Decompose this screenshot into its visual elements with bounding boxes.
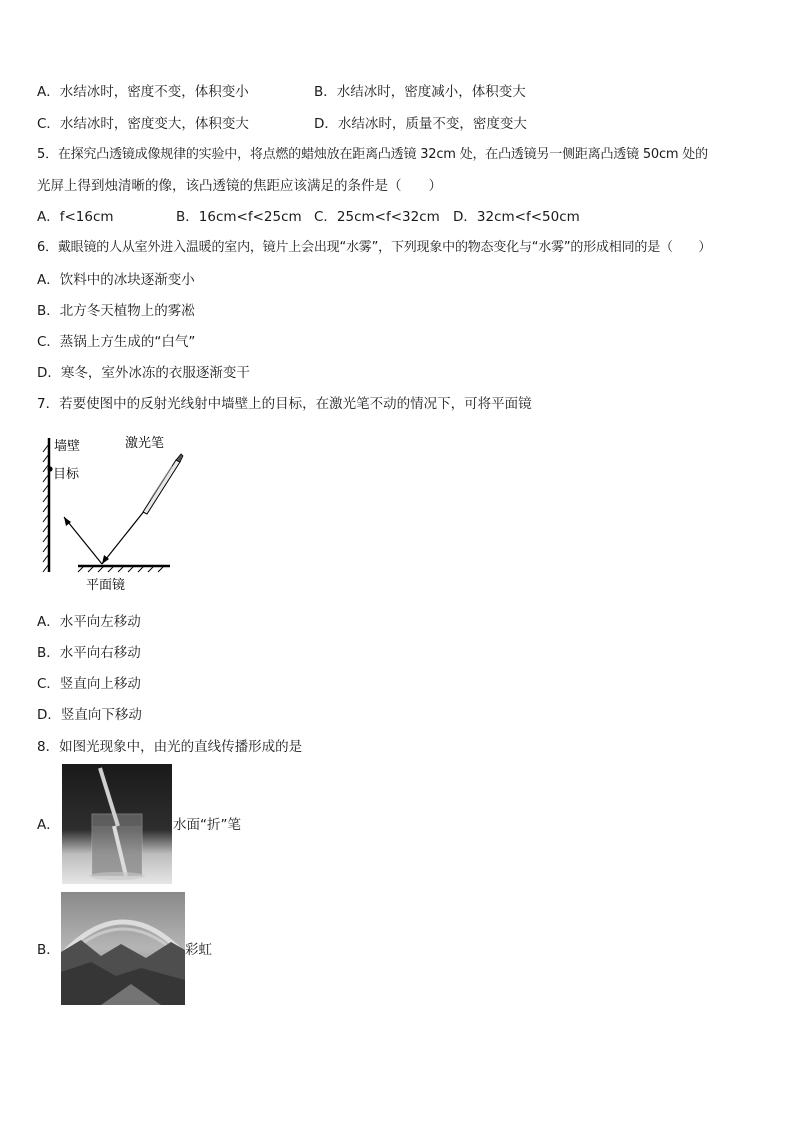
q7-option-d: D．竖直向下移动 bbox=[37, 707, 142, 723]
target-label: 目标 bbox=[53, 467, 80, 482]
target-dot bbox=[47, 466, 52, 471]
q8-option-a-letter: A． bbox=[37, 817, 60, 833]
rainbow-photo bbox=[61, 892, 185, 1005]
q7-stem: 7．若要使图中的反射光线射中墙壁上的目标，在激光笔不动的情况下，可将平面镜 bbox=[37, 396, 532, 412]
q6-stem: 6．戴眼镜的人从室外进入温暖的室内，镜片上会出现“水雾”，下列现象中的物态变化与“水雾”的形成相同的是（ ） bbox=[37, 240, 712, 255]
q7-option-b: B．水平向右移动 bbox=[37, 645, 141, 661]
pencil-in-water-photo bbox=[62, 764, 172, 884]
q4-option-d: D．水结冰时，质量不变，密度变大 bbox=[314, 116, 527, 132]
q5-option-c: C．25cm<f<32cm bbox=[314, 209, 440, 225]
q4-option-a: A．水结冰时，密度不变，体积变小 bbox=[37, 84, 249, 100]
q6-option-c: C．蒸锅上方生成的“白气” bbox=[37, 334, 196, 350]
q8-option-b-letter: B． bbox=[37, 942, 60, 958]
wall-label: 墙壁 bbox=[54, 439, 81, 454]
mirror-label: 平面镜 bbox=[86, 578, 126, 593]
q6-option-d: D．寒冬，室外冰冻的衣服逐渐变干 bbox=[37, 365, 250, 381]
incident-ray bbox=[102, 510, 145, 564]
q6-option-b: B．北方冬天植物上的雾凇 bbox=[37, 303, 195, 319]
q5-stem-line1: 5．在探究凸透镜成像规律的实验中，将点燃的蜡烛放在距离凸透镜 32cm 处，在凸透镜另一侧距离凸透镜 50cm 处的 bbox=[37, 147, 708, 162]
reflected-ray bbox=[64, 517, 102, 564]
q7-option-c: C．竖直向上移动 bbox=[37, 676, 141, 692]
q7-mirror-diagram bbox=[40, 430, 190, 600]
q5-stem-line2: 光屏上得到烛清晰的像，该凸透镜的焦距应该满足的条件是（ ） bbox=[37, 178, 442, 194]
q5-option-d: D．32cm<f<50cm bbox=[453, 209, 580, 225]
q8-stem: 8．如图光现象中，由光的直线传播形成的是 bbox=[37, 739, 303, 755]
q8-option-b-caption: 彩虹 bbox=[185, 942, 212, 958]
q8-option-a-caption: 水面“折”笔 bbox=[173, 817, 241, 833]
laser-pen-icon bbox=[143, 454, 183, 514]
q5-option-b: B．16cm<f<25cm bbox=[176, 209, 302, 225]
q7-option-a: A．水平向左移动 bbox=[37, 614, 141, 630]
q4-option-b: B．水结冰时，密度减小，体积变大 bbox=[314, 84, 526, 100]
q5-option-a: A．f<16cm bbox=[37, 209, 114, 225]
laser-label: 激光笔 bbox=[125, 436, 165, 451]
q6-option-a: A．饮料中的冰块逐渐变小 bbox=[37, 272, 195, 288]
q4-option-c: C．水结冰时，密度变大，体积变大 bbox=[37, 116, 249, 132]
